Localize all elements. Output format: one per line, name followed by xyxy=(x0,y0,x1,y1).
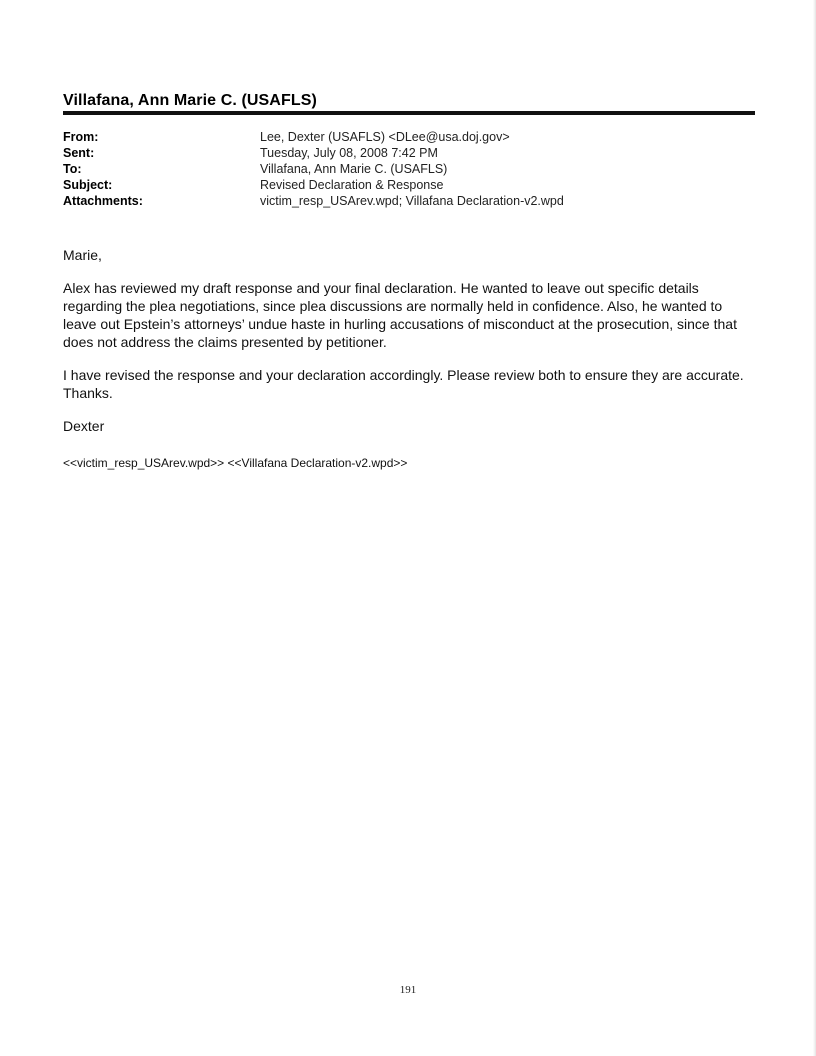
email-header-block xyxy=(63,129,763,209)
sent-label: Sent: xyxy=(63,146,95,160)
header-row-attachments xyxy=(63,193,763,209)
greeting: Marie, xyxy=(63,247,102,263)
body-paragraph-2: I have revised the response and your declaration accordingly. Please review both to ensure they are accurate. Thanks. xyxy=(63,367,744,401)
subject-label: Subject: xyxy=(63,178,113,192)
subject-value: Revised Declaration & Response xyxy=(260,178,444,192)
attachments-value: victim_resp_USArev.wpd; Villafana Declaration-v2.wpd xyxy=(260,194,564,208)
header-row-sent xyxy=(63,145,763,161)
header-row-to xyxy=(63,161,763,177)
attachment-references: <<victim_resp_USArev.wpd>> <<Villafana Declaration-v2.wpd>> xyxy=(63,456,408,470)
sent-value: Tuesday, July 08, 2008 7:42 PM xyxy=(260,146,438,160)
title-divider xyxy=(63,111,755,115)
body-paragraph-1: Alex has reviewed my draft response and your final declaration. He wanted to leave out specific details regarding the plea negotiations, since plea discussions are normally held in confidence. Also, he wanted to leave out Epstein’s attorneys’ undue haste in hurling accusations of misconduct at the prosecution, since that does not address the claims presented by petitioner. xyxy=(63,280,737,350)
to-label: To: xyxy=(63,162,82,176)
signature: Dexter xyxy=(63,418,105,434)
from-value: Lee, Dexter (USAFLS) <DLee@usa.doj.gov> xyxy=(260,130,510,144)
from-label: From: xyxy=(63,130,99,144)
header-row-from xyxy=(63,129,763,145)
email-body xyxy=(63,246,758,450)
header-row-subject xyxy=(63,177,763,193)
to-value: Villafana, Ann Marie C. (USAFLS) xyxy=(260,162,448,176)
page-number: 191 xyxy=(399,984,417,996)
mailbox-owner-title: Villafana, Ann Marie C. (USAFLS) xyxy=(63,92,317,109)
attachments-label: Attachments: xyxy=(63,194,143,208)
